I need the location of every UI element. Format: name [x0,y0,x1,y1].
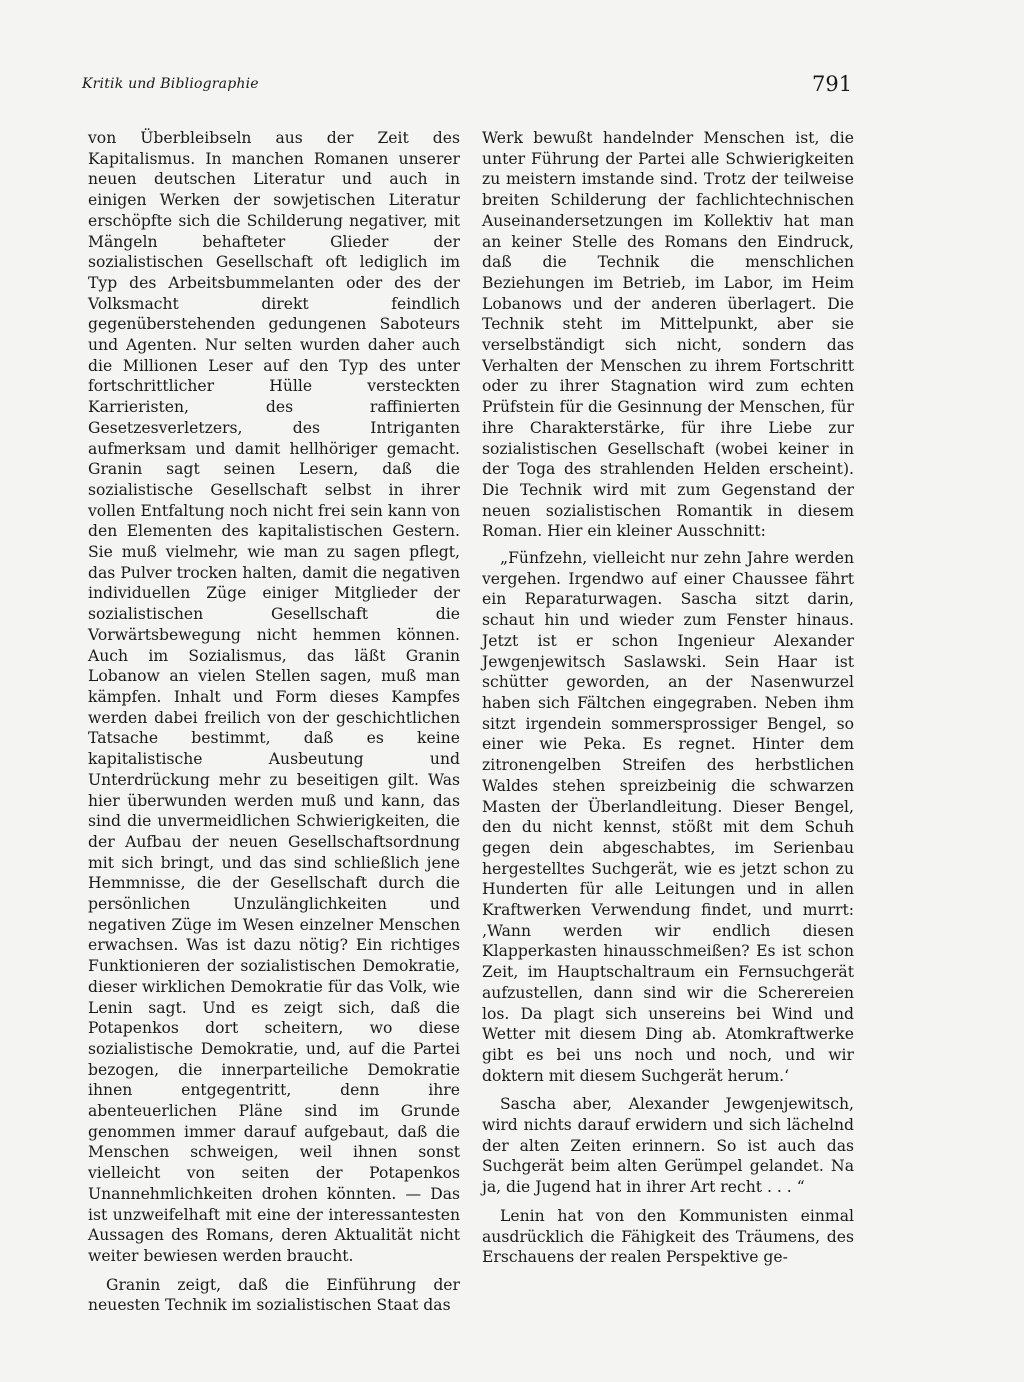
paragraph: von Überbleibseln aus der Zeit des Kapitalismus. In manchen Romanen unserer neuen deutschen Literatur und auch in einigen Werken der sowjetischen Literatur erschöpfte sich die Schilderung negativer, mit Mängeln behafteter Glieder der sozialistischen Gesellschaft oft lediglich im Typ des Arbeitsbummelanten oder des der Volksmacht direkt feindlich gegenüberstehenden gedungenen Saboteurs und Agenten. Nur selten wurden daher auch die Millionen Leser auf den Typ des unter fortschrittlicher Hülle versteckten Karrieristen, des raffinierten Gesetzesverletzers, des Intriganten aufmerksam und damit hellhöriger gemacht. Granin sagt seinen Lesern, daß die sozialistische Gesellschaft selbst in ihrer vollen Entfaltung noch nicht frei sein kann von den Elementen des kapitalistischen Gestern. Sie muß vielmehr, wie man zu sagen pflegt, das Pulver trocken halten, damit die negativen individuellen Züge einiger Mitglieder der sozialistischen Gesellschaft die Vorwärtsbewegung nicht hemmen können. Auch im Sozialismus, das läßt Granin Lobanow an vielen Stellen sagen, muß man kämpfen. Inhalt und Form dieses Kampfes werden dabei freilich von der geschichtlichen Tatsache bestimmt, daß es keine kapitalistische Ausbeutung und Unterdrückung mehr zu beseitigen gilt. Was hier überwunden werden muß und kann, das sind die unvermeidlichen Schwierigkeiten, die der Aufbau der neuen Gesellschaftsordnung mit sich bringt, und das sind schließlich jene Hemmnisse, die der Gesellschaft durch die persönlichen Unzulänglichkeiten und negativen Züge im Wesen einzelner Menschen erwachsen. Was ist dazu nötig? Ein richtiges Funktionieren der sozialistischen Demokratie, dieser wirklichen Demokratie für das Volk, wie Lenin sagt. Und es zeigt sich, daß die Potapenkos dort scheitern, wo diese sozialistische Demokratie, und, auf die Partei bezogen, die innerparteiliche Demokratie ihnen entgegentritt, denn ihre abenteuerlichen Pläne sind im Grunde genommen immer darauf aufgebaut, daß die Menschen schweigen, weil ihnen sonst vielleicht von seiten der Potapenkos Unannehmlichkeiten drohen könnten. — Das ist unzweifelhaft mit eine der interessantesten Aussagen des Romans, deren Aktualität nicht weiter bewiesen werden braucht. [88,129,460,1265]
right-column [482,128,854,1268]
block-quote: „Fünfzehn, vielleicht nur zehn Jahre werden vergehen. Irgendwo auf einer Chaussee fährt ein Reparaturwagen. Sascha sitzt darin, schaut hin und wieder zum Fenster hinaus. Jetzt ist er schon Ingenieur Alexander Jewgenjewitsch Saslawski. Sein Haar ist schütter geworden, an der Nasenwurzel haben sich Fältchen eingegraben. Neben ihm sitzt irgendein sommersprossiger Bengel, so einer wie Peka. Es regnet. Hinter dem zitronengelben Streifen des herbstlichen Waldes stehen spreizbeinig die schwarzen Masten der Überlandleitung. Dieser Bengel, den du nicht kennst, stößt mit dem Schuh gegen dein abgeschabtes, im Serienbau hergestelltes Suchgerät, wie es jetzt schon zu Hunderten für alle Leitungen und in allen Kraftwerken Verwendung findet, und murrt: ‚Wann werden wir endlich diesen Klapperkasten hinausschmeißen? Es ist schon Zeit, im Hauptschaltraum ein Fernsuchgerät aufzustellen, dann sind wir die Scherereien los. Da plagt sich unsereins bei Wind und Wetter mit diesem Ding ab. Atomkraftwerke gibt es bei uns noch und noch, und wir doktern mit diesem Suchgerät herum.‘ [482,549,854,1085]
paragraph: Lenin hat von den Kommunisten einmal ausdrücklich die Fähigkeit des Träumens, des Erschauens der realen Perspektive ge- [482,1206,854,1267]
paragraph: Sascha aber, Alexander Jewgenjewitsch, wird nichts darauf erwidern und sich lächelnd der alten Zeiten erinnern. So ist auch das Suchgerät beim alten Gerümpel gelandet. Na ja, die Jugend hat in ihrer Art recht . . . “ [482,1095,854,1197]
paragraph: Granin zeigt, daß die Einführung der neuesten Technik im sozialistischen Staat das [88,1275,460,1315]
paragraph: Werk bewußt handelnder Menschen ist, die unter Führung der Partei alle Schwierigkeiten zu meistern imstande sind. Trotz der teilweise breiten Schilderung der fachlichtechnischen Auseinandersetzungen im Kollektiv hat man an keiner Stelle des Romans den Eindruck, daß die Technik die menschlichen Beziehungen im Betrieb, im Labor, im Heim Lobanows und der anderen überlagert. Die Technik steht im Mittelpunkt, aber sie verselbständigt sich nicht, sondern das Verhalten der Menschen zu ihrem Fortschritt oder zu ihrer Stagnation wird zum echten Prüfstein für die Gesinnung der Menschen, für ihre Charakterstärke, für ihre Liebe zur sozialistischen Gesellschaft (wobei keiner in der Toga des strahlenden Helden erscheint). Die Technik wird mit zum Gegenstand der neuen sozialistischen Romantik in diesem Roman. Hier ein kleiner Ausschnitt: [482,129,854,541]
section-title: Kritik und Bibliographie [82,76,259,92]
left-column [88,128,460,1316]
page-number: 791 [812,72,853,96]
